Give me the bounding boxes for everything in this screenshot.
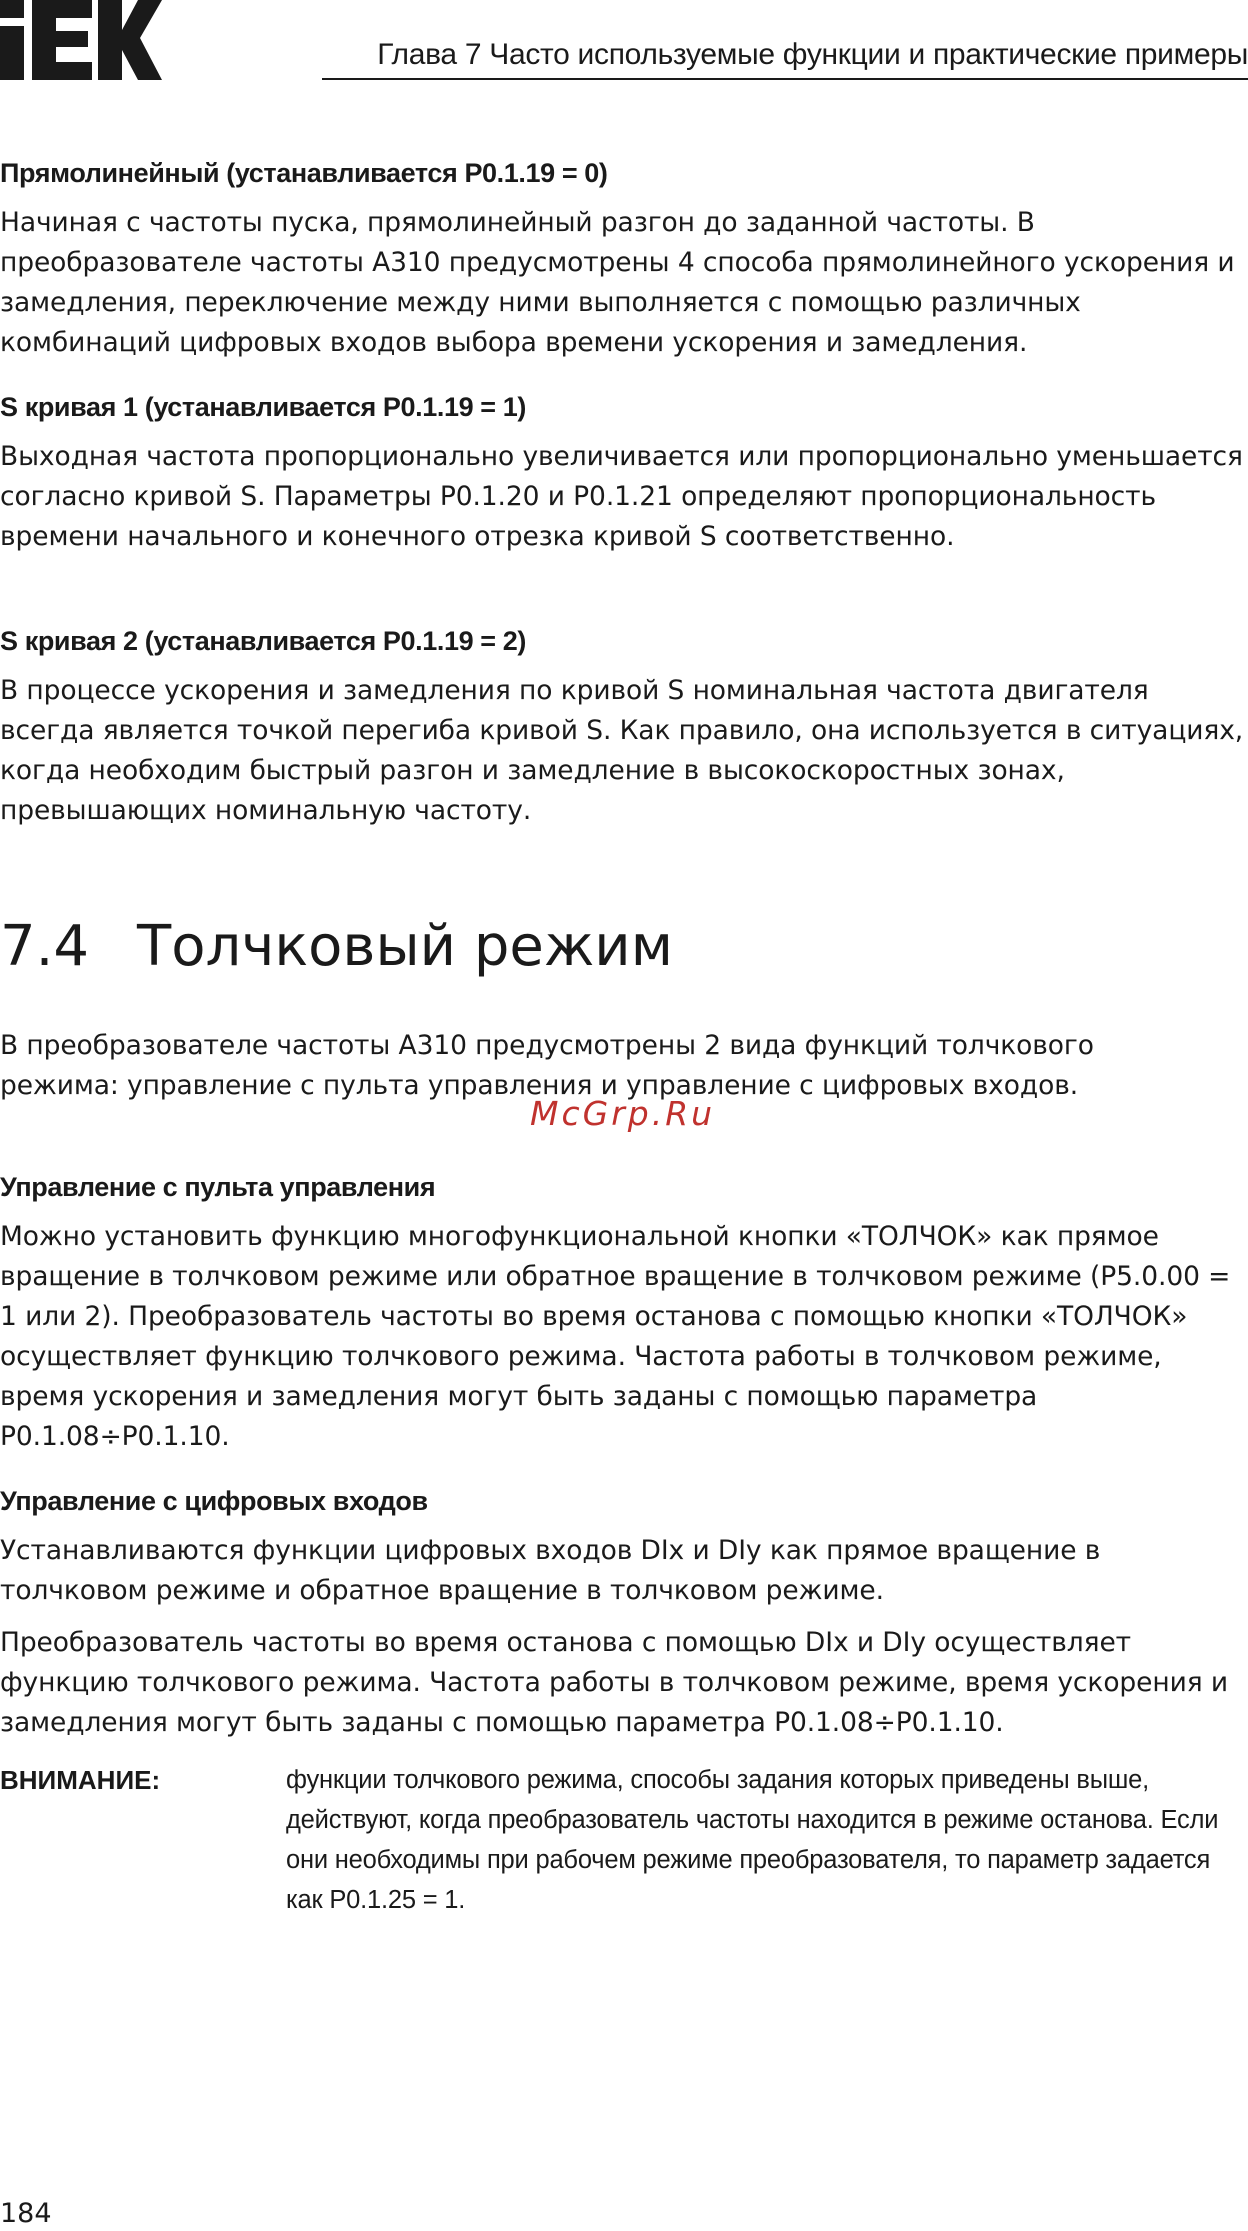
- section-text: Устанавливаются функции цифровых входов DIx и DIy как прямое вращение в толчковом режиме и обратное вращение в толчковом режиме.: [0, 1535, 1101, 1606]
- section-s-curve-1: [0, 390, 1248, 557]
- section-text: Преобразователь частоты во время останова с помощью DIx и DIy осуществляет функцию толчкового режима. Частота работы в толчковом режиме, время ускорения и замедления могут быть заданы с помощью параметра P0.1.08÷P0.1.10.: [0, 1627, 1228, 1738]
- section-number: 7.4: [0, 914, 90, 979]
- section-heading: S кривая 2 (устанавливается P0.1.19 = 2): [0, 626, 526, 656]
- section-text: Выходная частота пропорционально увеличивается или пропорционально уменьшается согласно кривой S. Параметры P0.1.20 и P0.1.21 определяют пропорциональность времени начального и конечного отрезка кривой S соответственно.: [0, 441, 1243, 552]
- notice-text: функции толчкового режима, способы задания которых приведены выше, действуют, когда преобразователь частоты находится в режиме останова. Если они необходимы при рабочем режиме преобразователя, то параметр задается как P0.1.25 = 1.: [286, 1766, 1219, 1914]
- section-title-text: Толчковый режим: [137, 914, 673, 979]
- section-text: Начиная с частоты пуска, прямолинейный разгон до заданной частоты. В преобразователе частоты A310 предусмотрены 4 способа прямолинейного ускорения и замедления, переключение между ними выполняется с помощью различных комбинаций цифровых входов выбора времени ускорения и замедления.: [0, 207, 1235, 358]
- section-heading: Прямолинейный (устанавливается P0.1.19 = 0): [0, 158, 608, 188]
- section-text: Можно установить функцию многофункциональной кнопки «ТОЛЧОК» как прямое вращение в толчковом режиме или обратное вращение в толчковом режиме (P5.0.00 = 1 или 2). Преобразователь частоты во время останова с помощью кнопки «ТОЛЧОК» осуществляет функцию толчкового режима. Частота работы в толчковом режиме, время ускорения и замедления могут быть заданы с помощью параметра P0.1.08÷P0.1.10.: [0, 1221, 1231, 1452]
- section-heading: Управление с цифровых входов: [0, 1486, 428, 1516]
- watermark: McGrp.Ru: [530, 1094, 716, 1133]
- section-title-jog: [0, 912, 673, 982]
- notice-label: ВНИМАНИЕ:: [0, 1765, 161, 1795]
- intro-text: В преобразователе частоты A310 предусмотрены 2 вида функций толчкового режима: управление с пульта управления и управление с цифровых входов.: [0, 1030, 1094, 1101]
- iek-logo: [0, 0, 162, 80]
- chapter-title: Глава 7 Часто используемые функции и практические примеры: [377, 38, 1248, 71]
- section-text: В процессе ускорения и замедления по кривой S номинальная частота двигателя всегда является точкой перегиба кривой S. Как правило, она используется в ситуациях, когда необходим быстрый разгон и замедление в высокоскоростных зонах, превышающих номинальную частоту.: [0, 675, 1244, 826]
- section-heading: S кривая 1 (устанавливается P0.1.19 = 1): [0, 392, 526, 422]
- header-rule: [322, 78, 1248, 80]
- section-heading: Управление с пульта управления: [0, 1172, 436, 1202]
- section-linear: [0, 156, 1248, 363]
- section-digital-control: [0, 1484, 1248, 1743]
- page-number: 184: [0, 2198, 52, 2229]
- section-s-curve-2: [0, 624, 1248, 831]
- section-panel-control: [0, 1170, 1248, 1457]
